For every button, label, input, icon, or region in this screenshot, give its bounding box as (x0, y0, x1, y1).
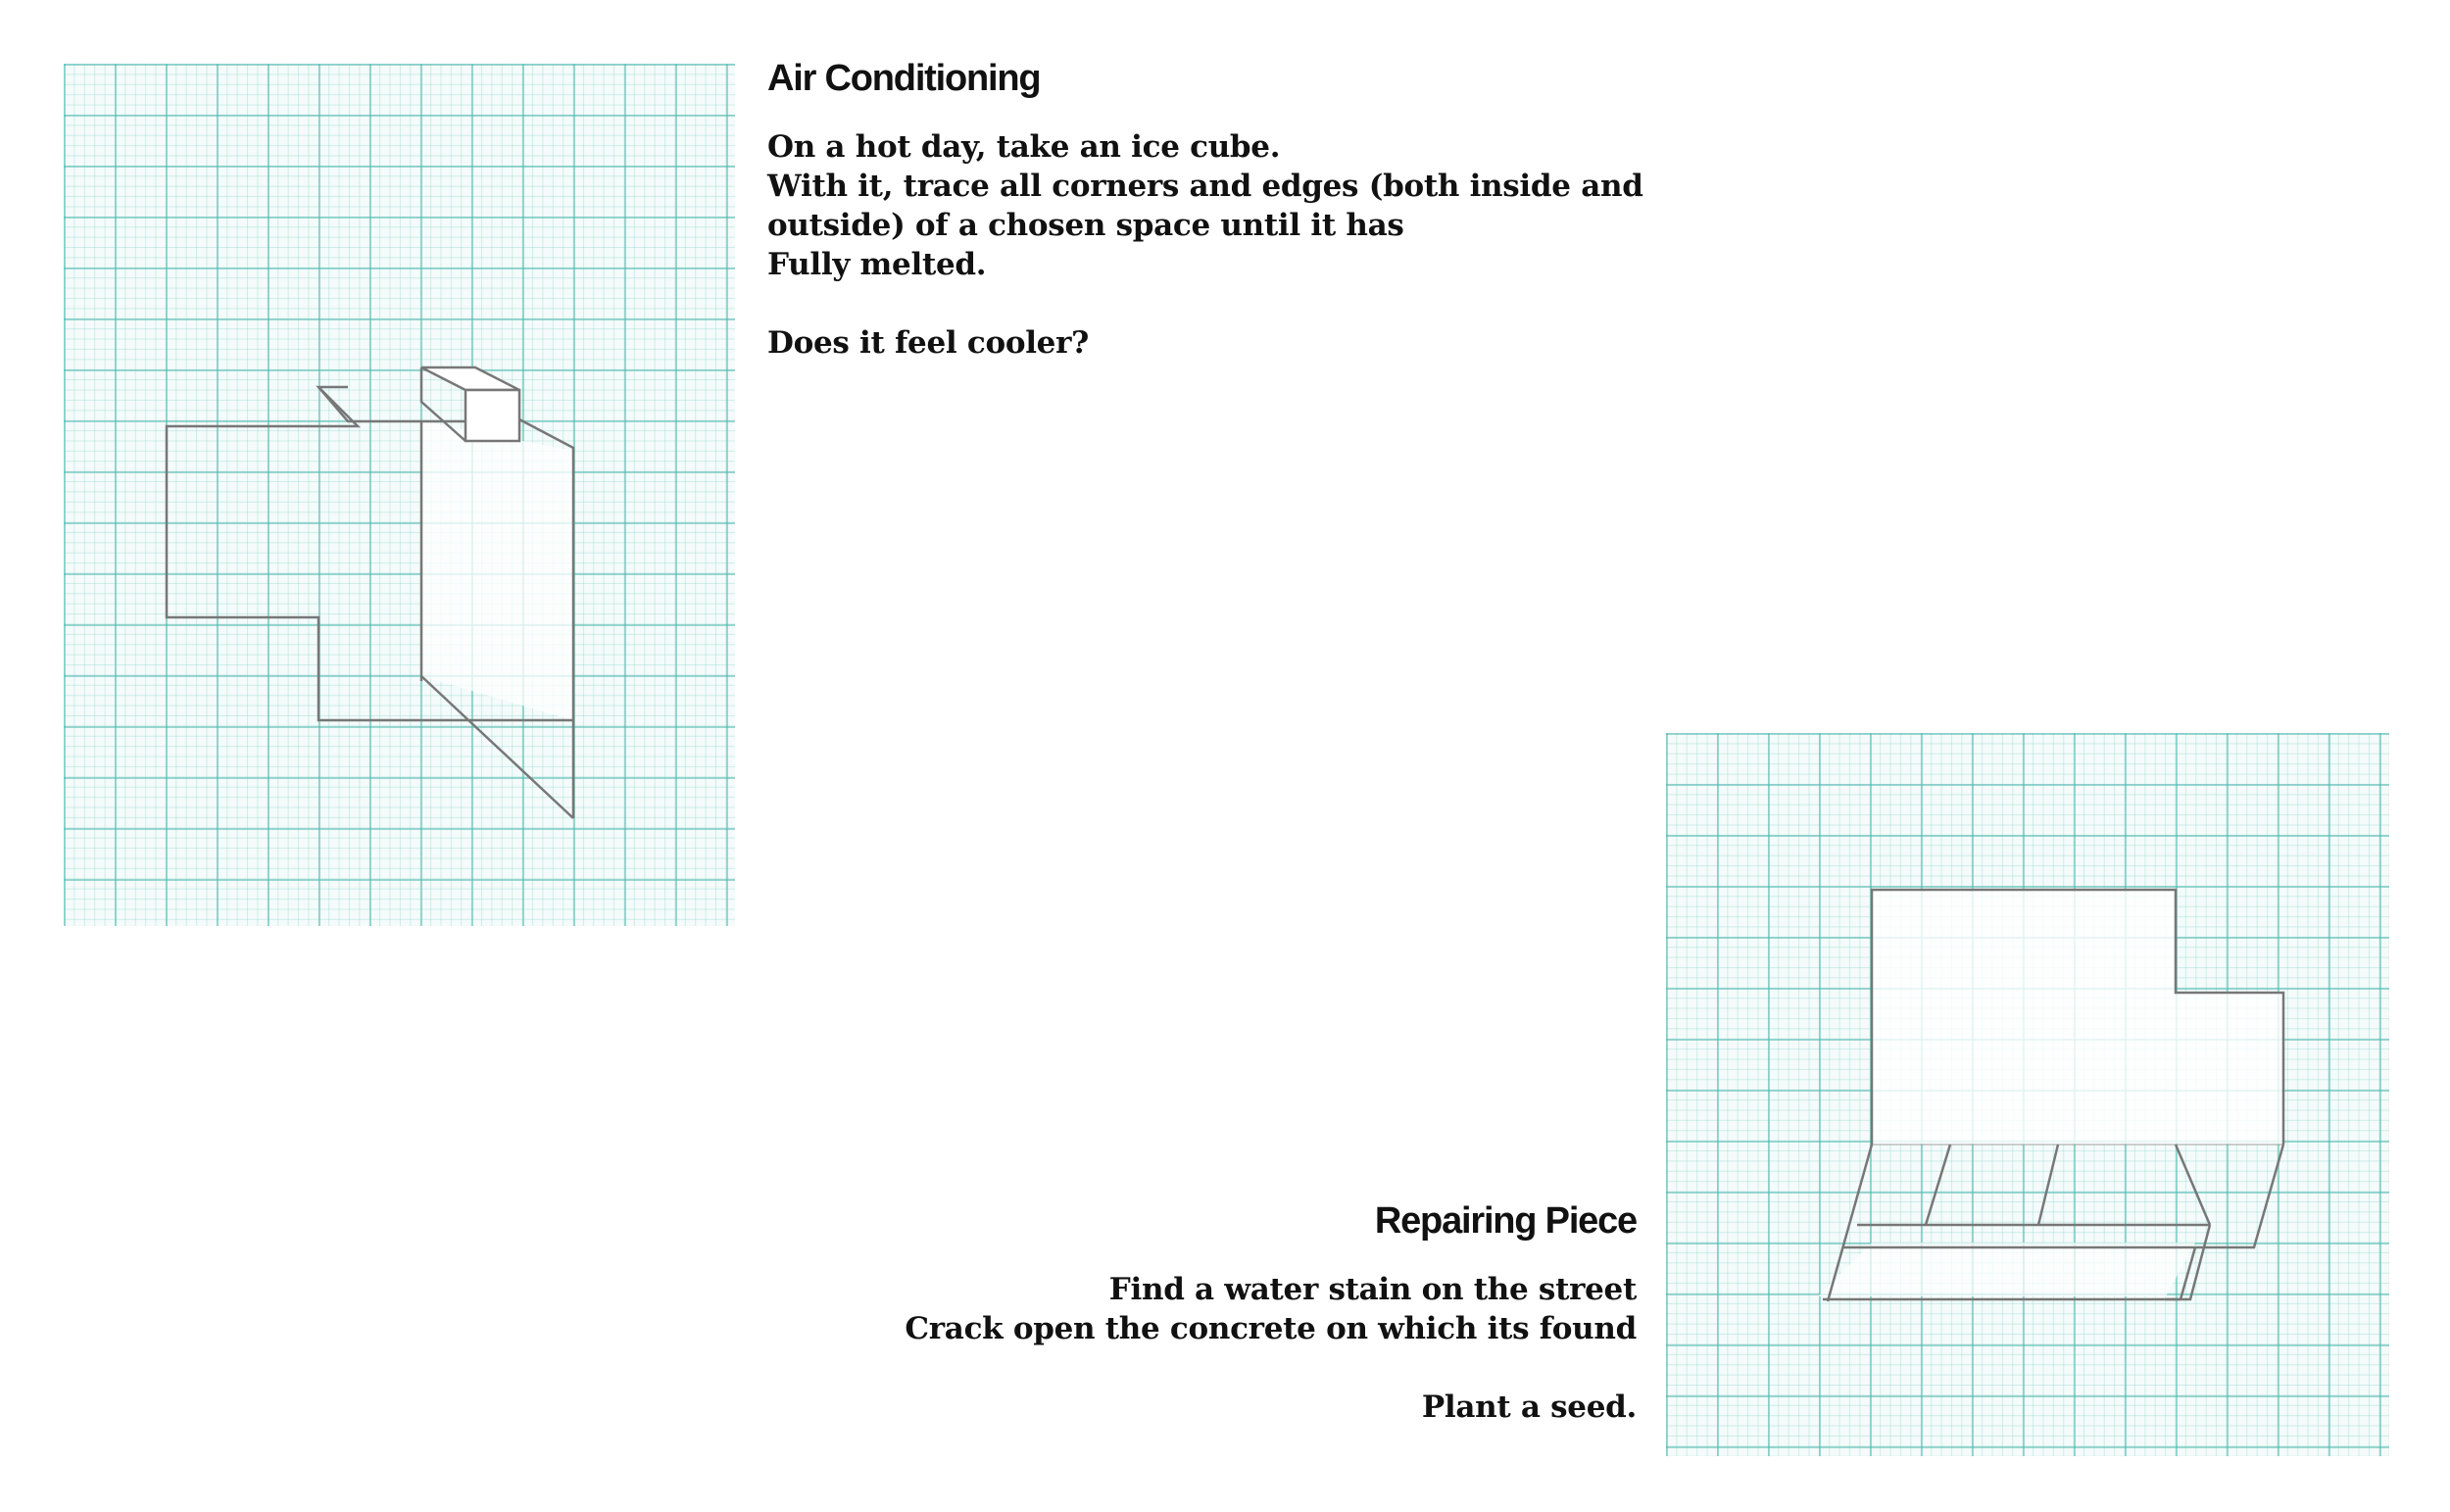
erased-area-shape (1872, 890, 2283, 1145)
ice-cube-front (466, 390, 519, 441)
melted-area-shape (421, 421, 573, 720)
crack-line (1926, 1145, 1950, 1225)
graph-paper-drawing-repairing-piece (1666, 733, 2389, 1456)
piece-title: Air Conditioning (767, 58, 1041, 99)
instruction-line: outside) of a chosen space until it has (767, 207, 1404, 243)
piece-instructions (882, 1270, 1637, 1427)
piece-air-conditioning (767, 59, 1649, 363)
crack-line (2038, 1145, 2058, 1225)
instruction-line: Crack open the concrete on which its found (905, 1310, 1637, 1346)
instruction-line: With it, trace all corners and edges (both inside and (767, 168, 1643, 204)
piece-repairing (882, 1201, 1637, 1427)
closing-instruction: Plant a seed. (1421, 1389, 1637, 1425)
instruction-line: Fully melted. (767, 246, 987, 282)
closing-question: Does it feel cooler? (767, 324, 1089, 361)
instruction-line: On a hot day, take an ice cube. (767, 128, 1281, 165)
slab-right-edge (2210, 1145, 2283, 1247)
slab-shape (1818, 1243, 2195, 1296)
crack-line (2176, 1145, 2210, 1225)
piece-title: Repairing Piece (1374, 1200, 1637, 1242)
ice-cube-top (421, 367, 519, 390)
graph-paper-drawing-air-conditioning (64, 64, 735, 926)
instruction-line: Find a water stain on the street (1108, 1271, 1637, 1307)
pencil-sketch-cracked-concrete (1666, 733, 2389, 1456)
pencil-sketch-ice-cube-room (64, 64, 735, 926)
piece-instructions (767, 127, 1649, 363)
